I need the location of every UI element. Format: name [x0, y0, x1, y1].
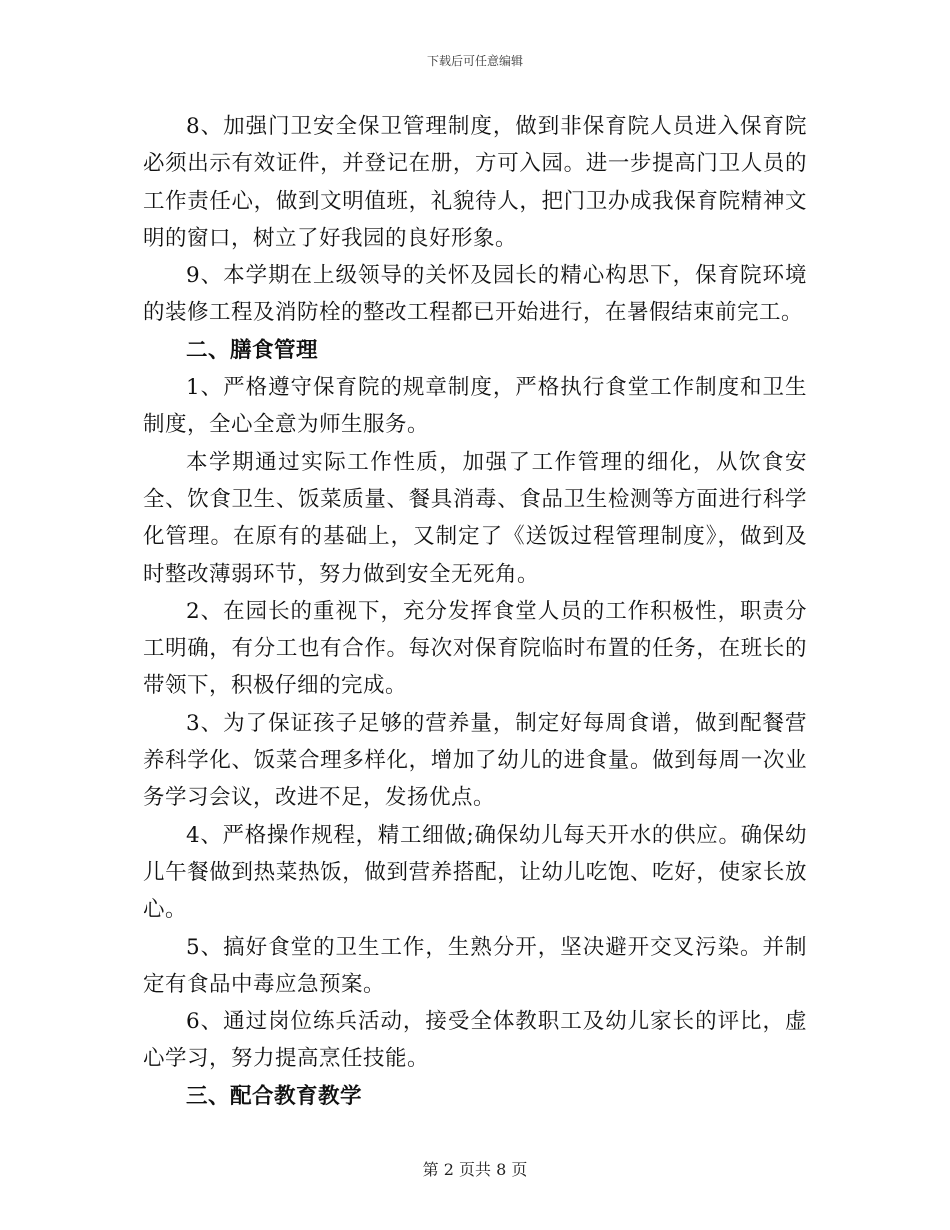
paragraph-diet-1: 1、严格遵守保育院的规章制度，严格执行食堂工作制度和卫生制度，全心全意为师生服务。: [143, 375, 807, 438]
page-footer: 第 2 页共 8 页: [422, 1160, 528, 1179]
paragraph-diet-6: 6、通过岗位练兵活动，接受全体教职工及幼儿家长的评比，虚心学习，努力提高烹任技能。: [143, 1009, 807, 1072]
paragraph-item-9: 9、本学期在上级领导的关怀及园长的精心构思下，保育院环境的装修工程及消防栓的整改工程都已开始进行，在暑假结束前完工。: [143, 263, 807, 326]
paragraph-diet-5: 5、搞好食堂的卫生工作，生熟分开，坚决避开交叉污染。并制定有食品中毒应急预案。: [143, 934, 807, 997]
section-heading-diet: 二、膳食管理: [186, 337, 319, 363]
section-heading-education: 三、配合教育教学: [186, 1083, 363, 1109]
paragraph-diet-semester: 本学期通过实际工作性质，加强了工作管理的细化，从饮食安全、饮食卫生、饭菜质量、餐具消毒、食品卫生检测等方面进行科学化管理。在原有的基础上，又制定了《送饭过程管理制度》，做到及时整改薄弱环节，努力做到安全无死角。: [143, 449, 807, 587]
paragraph-diet-3: 3、为了保证孩子足够的营养量，制定好每周食谱，做到配餐营养科学化、饭菜合理多样化，增加了幼儿的进食量。做到每周一次业务学习会议，改进不足，发扬优点。: [143, 710, 807, 811]
paragraph-diet-4: 4、严格操作规程，精工细做;确保幼儿每天开水的供应。确保幼儿午餐做到热菜热饭，做到营养搭配，让幼儿吃饱、吃好，使家长放心。: [143, 822, 807, 923]
page-header: 下载后可任意编辑: [426, 54, 523, 68]
paragraph-item-8: 8、加强门卫安全保卫管理制度，做到非保育院人员进入保育院必须出示有效证件，并登记在册，方可入园。进一步提高门卫人员的工作责任心，做到文明值班，礼貌待人，把门卫办成我保育院精神文明的窗口，树立了好我园的良好形象。: [143, 114, 807, 251]
document-body: [143, 108, 807, 1115]
paragraph-diet-2: 2、在园长的重视下，充分发挥食堂人员的工作积极性，职责分工明确，有分工也有合作。每次对保育院临时布置的任务，在班长的带领下，积极仔细的完成。: [143, 598, 807, 699]
